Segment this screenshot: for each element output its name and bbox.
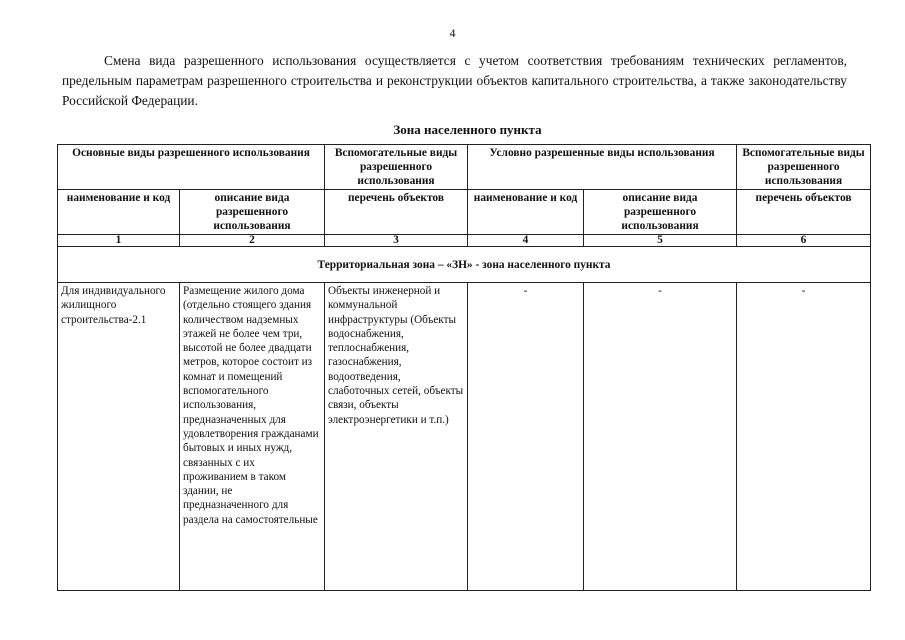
page-number: 4 [449, 26, 456, 40]
table-title: Зона населенного пункта [393, 122, 542, 137]
header-main-uses: Основные виды разрешенного использования [58, 145, 325, 190]
subheader-aux-conditional-list: перечень объектов [737, 190, 871, 235]
zone-row [58, 247, 871, 283]
zone-table [57, 144, 871, 591]
column-number: 4 [468, 235, 584, 247]
subheader-main-description: описание вида разрешенного использования [180, 190, 325, 235]
column-number: 6 [737, 235, 871, 247]
header-aux-main-uses: Вспомогательные виды разрешенного использования [325, 145, 468, 190]
sub-header-row [58, 190, 871, 235]
column-number: 1 [58, 235, 180, 247]
column-number: 5 [584, 235, 737, 247]
intro-paragraph: Смена вида разрешенного использования осуществляется с учетом соответствия требованиям технических регламентов, предельным параметрам разрешенного строительства и реконструкции объектов капитального строительства, а также законодательству Российской Федерации. [62, 53, 847, 108]
row-conditional-description: - [584, 283, 737, 591]
row-aux-conditional: - [737, 283, 871, 591]
column-number-row [58, 235, 871, 247]
column-number: 2 [180, 235, 325, 247]
row-aux-objects: Объекты инженерной и коммунальной инфраструктуры (Объекты водоснабжения, теплоснабжения, газоснабжения, водоотведения, слаботочных сетей, объекты связи, объекты электроэнергетики и т.п.) [325, 283, 468, 591]
subheader-conditional-name: наименование и код [468, 190, 584, 235]
header-conditional-uses: Условно разрешенные виды использования [468, 145, 737, 190]
subheader-conditional-description: описание вида разрешенного использования [584, 190, 737, 235]
table-row [58, 283, 871, 591]
subheader-main-name: наименование и код [58, 190, 180, 235]
column-number: 3 [325, 235, 468, 247]
group-header-row [58, 145, 871, 190]
row-conditional-name: - [468, 283, 584, 591]
header-aux-conditional-uses: Вспомогательные виды разрешенного использования [737, 145, 871, 190]
row-name: Для индивидуального жилищного строительства-2.1 [58, 283, 180, 591]
row-description: Размещение жилого дома (отдельно стоящего здания количеством надземных этажей не более чем три, высотой не более двадцати метров, которое состоит из комнат и помещений вспомогательного использования, предназначенных для удовлетворения гражданами бытовых и иных нужд, связанных с их проживанием в таком здании, не предназначенного для раздела на самостоятельные [180, 283, 325, 591]
subheader-aux-main-list: перечень объектов [325, 190, 468, 235]
zone-row-label: Территориальная зона – «ЗН» - зона населенного пункта [58, 247, 871, 283]
